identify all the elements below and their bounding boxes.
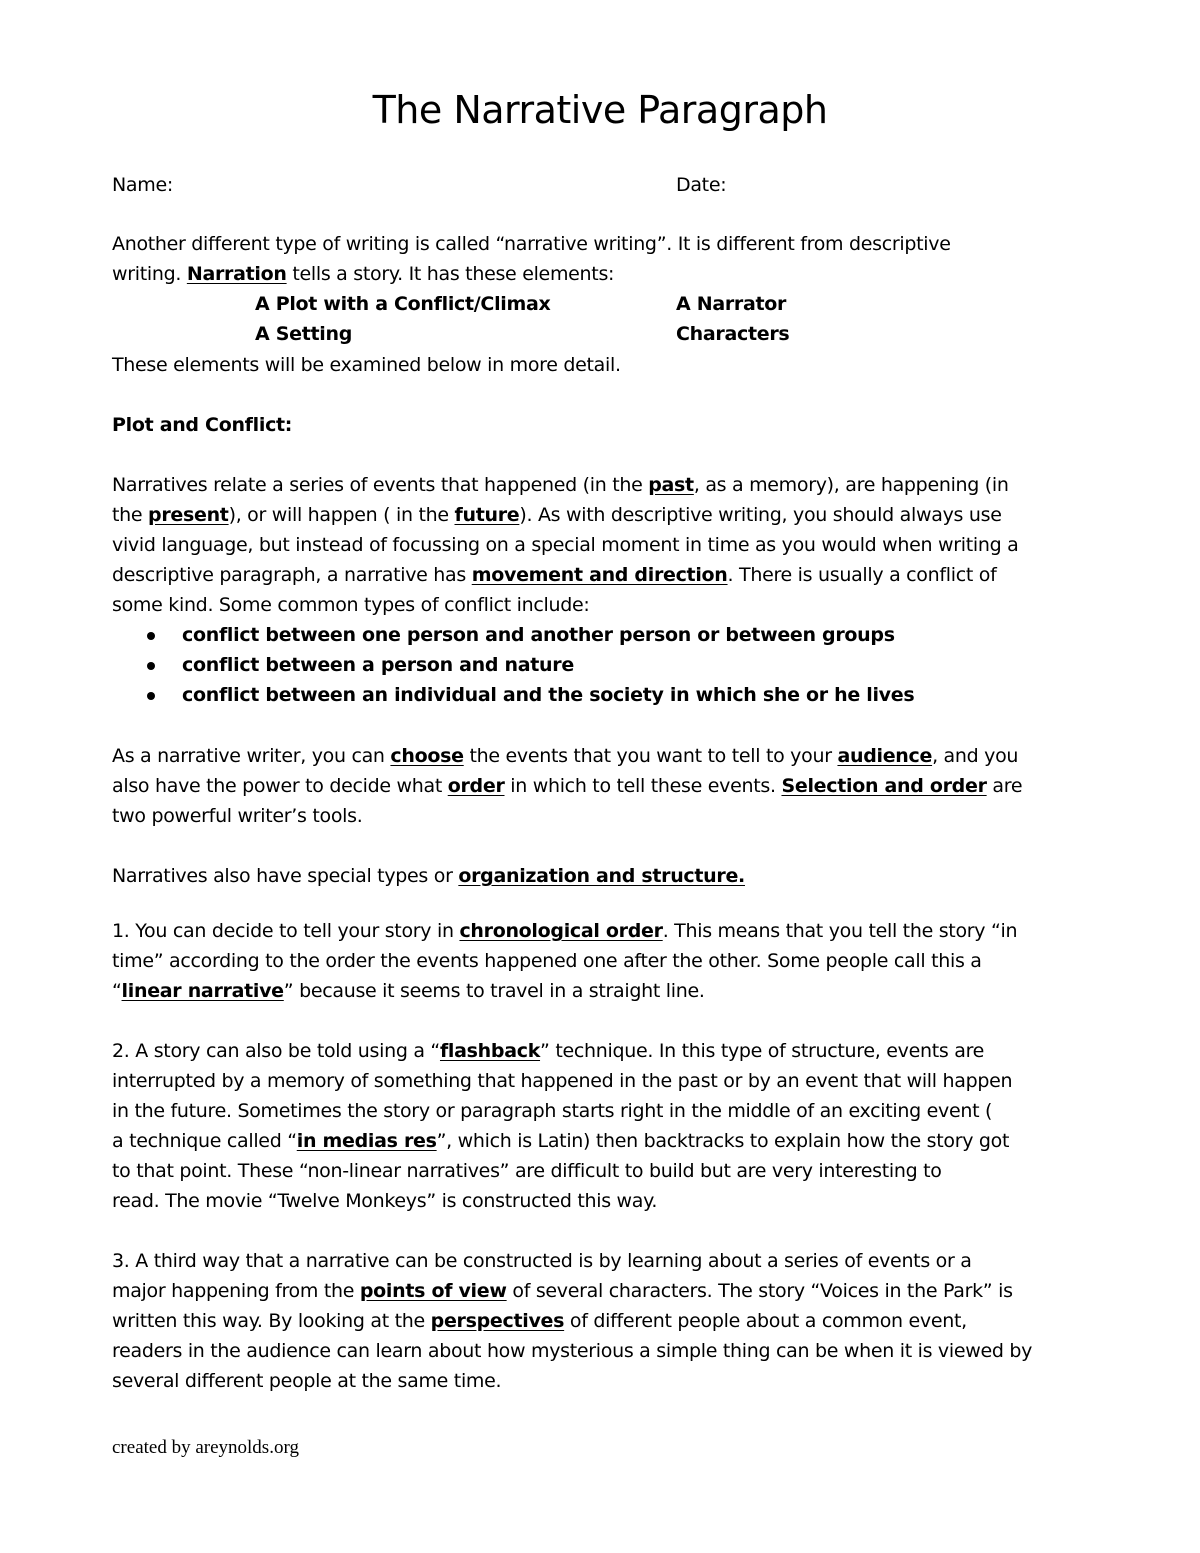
keyword-perspectives: perspectives xyxy=(430,1310,565,1332)
plot-text: , as a memory), are happening (in xyxy=(693,474,1009,496)
date-label: Date: xyxy=(676,174,727,196)
page-title: The Narrative Paragraph xyxy=(372,88,828,132)
plot-line-5: some kind. Some common types of conflict include: xyxy=(112,594,590,616)
bullet-dot xyxy=(147,692,155,700)
point3-text: major happening from the xyxy=(112,1280,360,1302)
point3-line-5: several different people at the same time. xyxy=(112,1370,502,1392)
footer-credit: created by areynolds.org xyxy=(112,1437,299,1458)
plot-heading: Plot and Conflict: xyxy=(112,414,293,436)
plot-text: descriptive paragraph, a narrative has xyxy=(112,564,472,586)
plot-text: . There is usually a conflict of xyxy=(727,564,997,586)
point2-line-1 xyxy=(112,1036,1102,1066)
writer-text: As a narrative writer, you can xyxy=(112,745,391,767)
point3-line-3 xyxy=(112,1306,1102,1336)
point1-line-2: time” according to the order the events happened one after the other. Some people call this a xyxy=(112,950,982,972)
bullet-dot xyxy=(147,632,155,640)
elements-note: These elements will be examined below in more detail. xyxy=(112,354,621,376)
point1-text: . This means that you tell the story “in xyxy=(662,920,1018,942)
conflict-item: conflict between an individual and the society in which she or he lives xyxy=(182,684,915,706)
keyword-future: future xyxy=(454,504,520,526)
plot-text: the xyxy=(112,504,149,526)
bullet-dot xyxy=(147,662,155,670)
writer-text: , and you xyxy=(932,745,1019,767)
plot-text: Narratives relate a series of events that happened (in the xyxy=(112,474,649,496)
element-characters: Characters xyxy=(676,323,790,345)
keyword-present: present xyxy=(148,504,229,526)
writer-text: in which to tell these events. xyxy=(504,775,782,797)
plot-text: ). As with descriptive writing, you should always use xyxy=(519,504,1002,526)
intro-text: writing. xyxy=(112,263,187,285)
conflict-item: conflict between a person and nature xyxy=(182,654,574,676)
point3-text: of different people about a common event, xyxy=(564,1310,967,1332)
structure-line xyxy=(112,861,1102,891)
point2-text: ”, which is Latin) then backtracks to explain how the story got xyxy=(436,1130,1010,1152)
point2-line-5: to that point. These “non-linear narratives” are difficult to build but are very interesting to xyxy=(112,1160,942,1182)
point2-line-4 xyxy=(112,1126,1102,1156)
point1-text: ” because it seems to travel in a straight line. xyxy=(283,980,705,1002)
writer-line-3: two powerful writer’s tools. xyxy=(112,805,363,827)
intro-text: tells a story. It has these elements: xyxy=(286,263,615,285)
point3-line-1: 3. A third way that a narrative can be constructed is by learning about a series of events or a xyxy=(112,1250,972,1272)
plot-text: ), or will happen ( in the xyxy=(228,504,455,526)
keyword-movement-direction: movement and direction xyxy=(471,564,728,586)
keyword-flashback: flashback xyxy=(439,1040,541,1062)
point1-line-1 xyxy=(112,916,1102,946)
point2-text: ” technique. In this type of structure, events are xyxy=(540,1040,985,1062)
writer-line-2 xyxy=(112,771,1102,801)
keyword-linear-narrative: linear narrative xyxy=(121,980,284,1002)
keyword-past: past xyxy=(648,474,694,496)
point1-line-3 xyxy=(112,976,1102,1006)
writer-text: also have the power to decide what xyxy=(112,775,448,797)
point1-text: 1. You can decide to tell your story in xyxy=(112,920,460,942)
element-narrator: A Narrator xyxy=(676,293,787,315)
keyword-choose: choose xyxy=(390,745,464,767)
point3-text: written this way. By looking at the xyxy=(112,1310,431,1332)
element-plot: A Plot with a Conflict/Climax xyxy=(255,293,551,315)
conflict-item: conflict between one person and another person or between groups xyxy=(182,624,895,646)
intro-line-2 xyxy=(112,259,1102,289)
keyword-selection-order: Selection and order xyxy=(781,775,987,797)
intro-line-1: Another different type of writing is called “narrative writing”. It is different from descriptive xyxy=(112,233,951,255)
point2-line-2: interrupted by a memory of something that happened in the past or by an event that will happen xyxy=(112,1070,1013,1092)
writer-text: are xyxy=(986,775,1023,797)
plot-line-1 xyxy=(112,470,1102,500)
writer-line-1 xyxy=(112,741,1102,771)
point3-text: of several characters. The story “Voices in the Park” is xyxy=(506,1280,1013,1302)
writer-text: the events that you want to tell to your xyxy=(463,745,838,767)
point3-line-2 xyxy=(112,1276,1102,1306)
point1-text: “ xyxy=(112,980,122,1002)
keyword-points-of-view: points of view xyxy=(359,1280,507,1302)
point2-line-6: read. The movie “Twelve Monkeys” is constructed this way. xyxy=(112,1190,658,1212)
keyword-narration: Narration xyxy=(186,263,287,285)
name-label: Name: xyxy=(112,174,173,196)
point2-text: 2. A story can also be told using a “ xyxy=(112,1040,440,1062)
keyword-organization-structure: organization and structure. xyxy=(458,865,745,887)
name-date-row xyxy=(112,170,1102,200)
keyword-in-medias-res: in medias res xyxy=(296,1130,437,1152)
keyword-chronological-order: chronological order xyxy=(459,920,663,942)
plot-line-4 xyxy=(112,560,1102,590)
point2-line-3: in the future. Sometimes the story or paragraph starts right in the middle of an exciting event ( xyxy=(112,1100,993,1122)
keyword-order: order xyxy=(447,775,505,797)
structure-text: Narratives also have special types or xyxy=(112,865,459,887)
point3-line-4: readers in the audience can learn about how mysterious a simple thing can be when it is viewed by xyxy=(112,1340,1033,1362)
plot-line-3: vivid language, but instead of focussing on a special moment in time as you would when writing a xyxy=(112,534,1019,556)
element-setting: A Setting xyxy=(255,323,352,345)
plot-line-2 xyxy=(112,500,1102,530)
point2-text: a technique called “ xyxy=(112,1130,297,1152)
keyword-audience: audience xyxy=(837,745,933,767)
